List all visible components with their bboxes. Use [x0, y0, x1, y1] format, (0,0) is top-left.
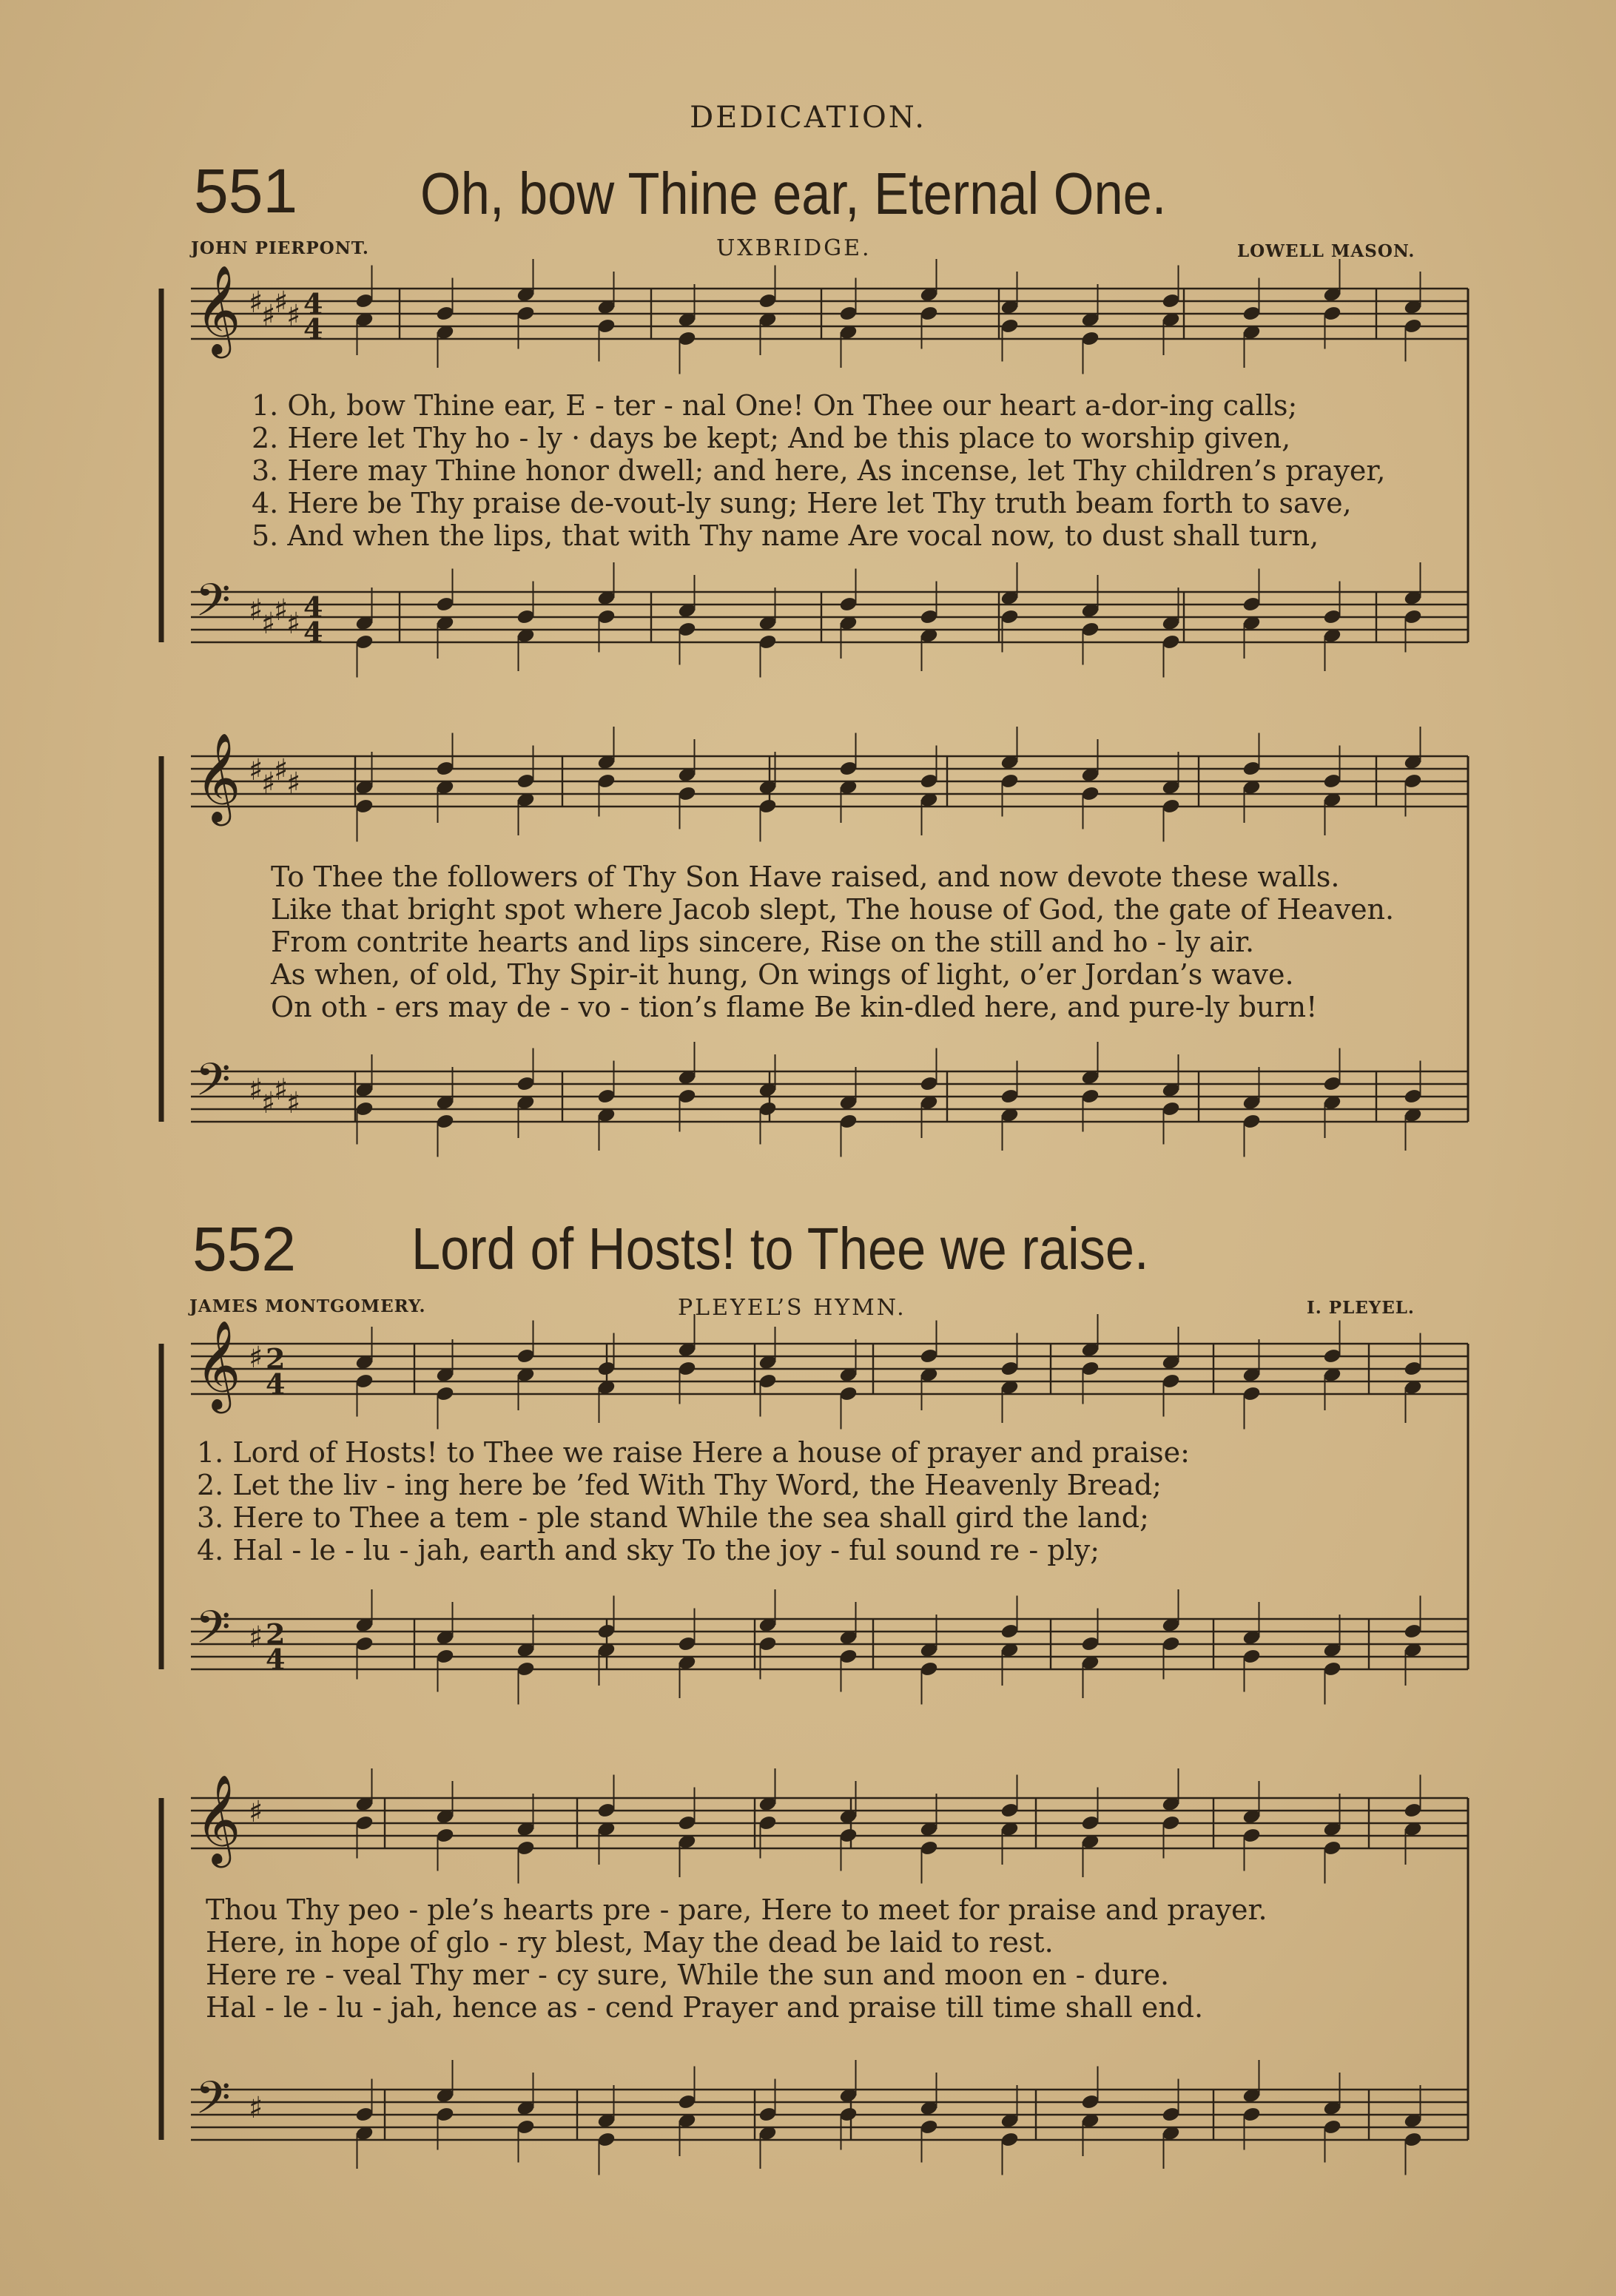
verse-line: 2. Here let Thy ho - ly · days be kept; And be this place to worship given, [252, 422, 1291, 454]
hymn-552-title: Lord of Hosts! to Thee we raise. [411, 1216, 1149, 1282]
sharp-icon: ♯ [274, 593, 289, 627]
verse-line: To Thee the followers of Thy Son Have raised, and now devote these walls. [271, 861, 1340, 893]
time-signature-top: 4 [303, 287, 323, 320]
sharp-icon: ♯ [261, 607, 276, 641]
sharp-icon: ♯ [249, 286, 263, 320]
hymn-552-author: JAMES MONTGOMERY. [189, 1296, 426, 1316]
sharp-icon: ♯ [261, 299, 276, 333]
sharp-icon: ♯ [249, 593, 263, 627]
verse-line: 1. Lord of Hosts! to Thee we raise Here a house of prayer and praise: [197, 1436, 1190, 1469]
sharp-icon: ♯ [261, 1086, 276, 1120]
bass-clef-icon: 𝄢 [195, 1054, 231, 1117]
treble-clef-icon: 𝄞 [195, 1774, 241, 1864]
bass-clef-icon: 𝄢 [195, 1601, 231, 1665]
hymn-551-author: JOHN PIERPONT. [191, 238, 369, 258]
hymn-551-number: 551 [194, 156, 298, 226]
bass-clef-icon: 𝄢 [195, 2072, 231, 2135]
verse-line: 2. Let the liv - ing here be ’fed With Thy Word, the Heavenly Bread; [197, 1469, 1162, 1501]
sharp-icon: ♯ [274, 753, 289, 787]
time-signature-top: 2 [266, 1342, 286, 1376]
verse-line: 4. Hal - le - lu - jah, earth and sky To the joy - ful sound re - ply; [197, 1534, 1100, 1566]
verse-line: From contrite hearts and lips sincere, Rise on the still and ho - ly air. [271, 926, 1255, 958]
sharp-icon: ♯ [286, 1086, 301, 1120]
time-signature-bottom: 4 [303, 616, 323, 649]
verse-line: 4. Here be Thy praise de-vout-ly sung; Here let Thy truth beam forth to save, [252, 487, 1352, 519]
verse-line: As when, of old, Thy Spir-it hung, On wings of light, o’er Jordan’s wave. [271, 958, 1294, 991]
sharp-icon: ♯ [249, 1073, 263, 1107]
verse-line: 1. Oh, bow Thine ear, E - ter - nal One! On Thee our heart a-dor-ing calls; [252, 389, 1298, 422]
section-heading: DEDICATION. [690, 101, 926, 135]
bass-clef-icon: 𝄢 [195, 574, 231, 638]
sharp-icon: ♯ [286, 767, 301, 801]
verse-line: 3. Here to Thee a tem - ple stand While the sea shall gird the land; [197, 1501, 1149, 1534]
verse-line: Here re - veal Thy mer - cy sure, While the sun and moon en - dure. [206, 1959, 1170, 1991]
sharp-icon: ♯ [286, 299, 301, 333]
hymn-551-title: Oh, bow Thine ear, Eternal One. [420, 161, 1167, 226]
treble-clef-icon: 𝄞 [195, 264, 241, 354]
treble-clef-icon: 𝄞 [195, 732, 241, 822]
sharp-icon: ♯ [249, 753, 263, 787]
verse-line: On oth - ers may de - vo - tion’s flame Be kin-dled here, and pure-ly burn! [271, 991, 1318, 1023]
time-signature-bottom: 4 [266, 1643, 286, 1676]
sharp-icon: ♯ [261, 767, 276, 801]
verse-line: Thou Thy peo - ple’s hearts pre - pare, Here to meet for praise and prayer. [206, 1893, 1267, 1926]
time-signature-bottom: 4 [303, 312, 323, 346]
sharp-icon: ♯ [249, 1341, 263, 1375]
sharp-icon: ♯ [286, 607, 301, 641]
sharp-icon: ♯ [249, 1620, 263, 1654]
time-signature-top: 4 [303, 590, 323, 624]
sharp-icon: ♯ [274, 286, 289, 320]
hymn-551-composer: LOWELL MASON. [1237, 241, 1415, 261]
verse-line: 3. Here may Thine honor dwell; and here, As incense, let Thy children’s prayer, [252, 454, 1386, 487]
hymn-552-composer: I. PLEYEL. [1307, 1298, 1415, 1318]
time-signature-bottom: 4 [266, 1367, 286, 1401]
verse-line: Like that bright spot where Jacob slept, The house of God, the gate of Heaven. [271, 893, 1395, 926]
time-signature-top: 2 [266, 1617, 286, 1651]
sharp-icon: ♯ [249, 2091, 263, 2125]
sharp-icon: ♯ [249, 1795, 263, 1829]
hymn-551-tune: UXBRIDGE. [716, 235, 872, 261]
hymn-552-number: 552 [192, 1214, 297, 1284]
verse-line: Here, in hope of glo - ry blest, May the dead be laid to rest. [206, 1926, 1054, 1959]
treble-clef-icon: 𝄞 [195, 1319, 241, 1410]
sharp-icon: ♯ [274, 1073, 289, 1107]
verse-line: 5. And when the lips, that with Thy name Are vocal now, to dust shall turn, [252, 519, 1319, 552]
hymn-552-tune: PLEYEL’S HYMN. [678, 1295, 906, 1321]
verse-line: Hal - le - lu - jah, hence as - cend Prayer and praise till time shall end. [206, 1991, 1204, 2024]
